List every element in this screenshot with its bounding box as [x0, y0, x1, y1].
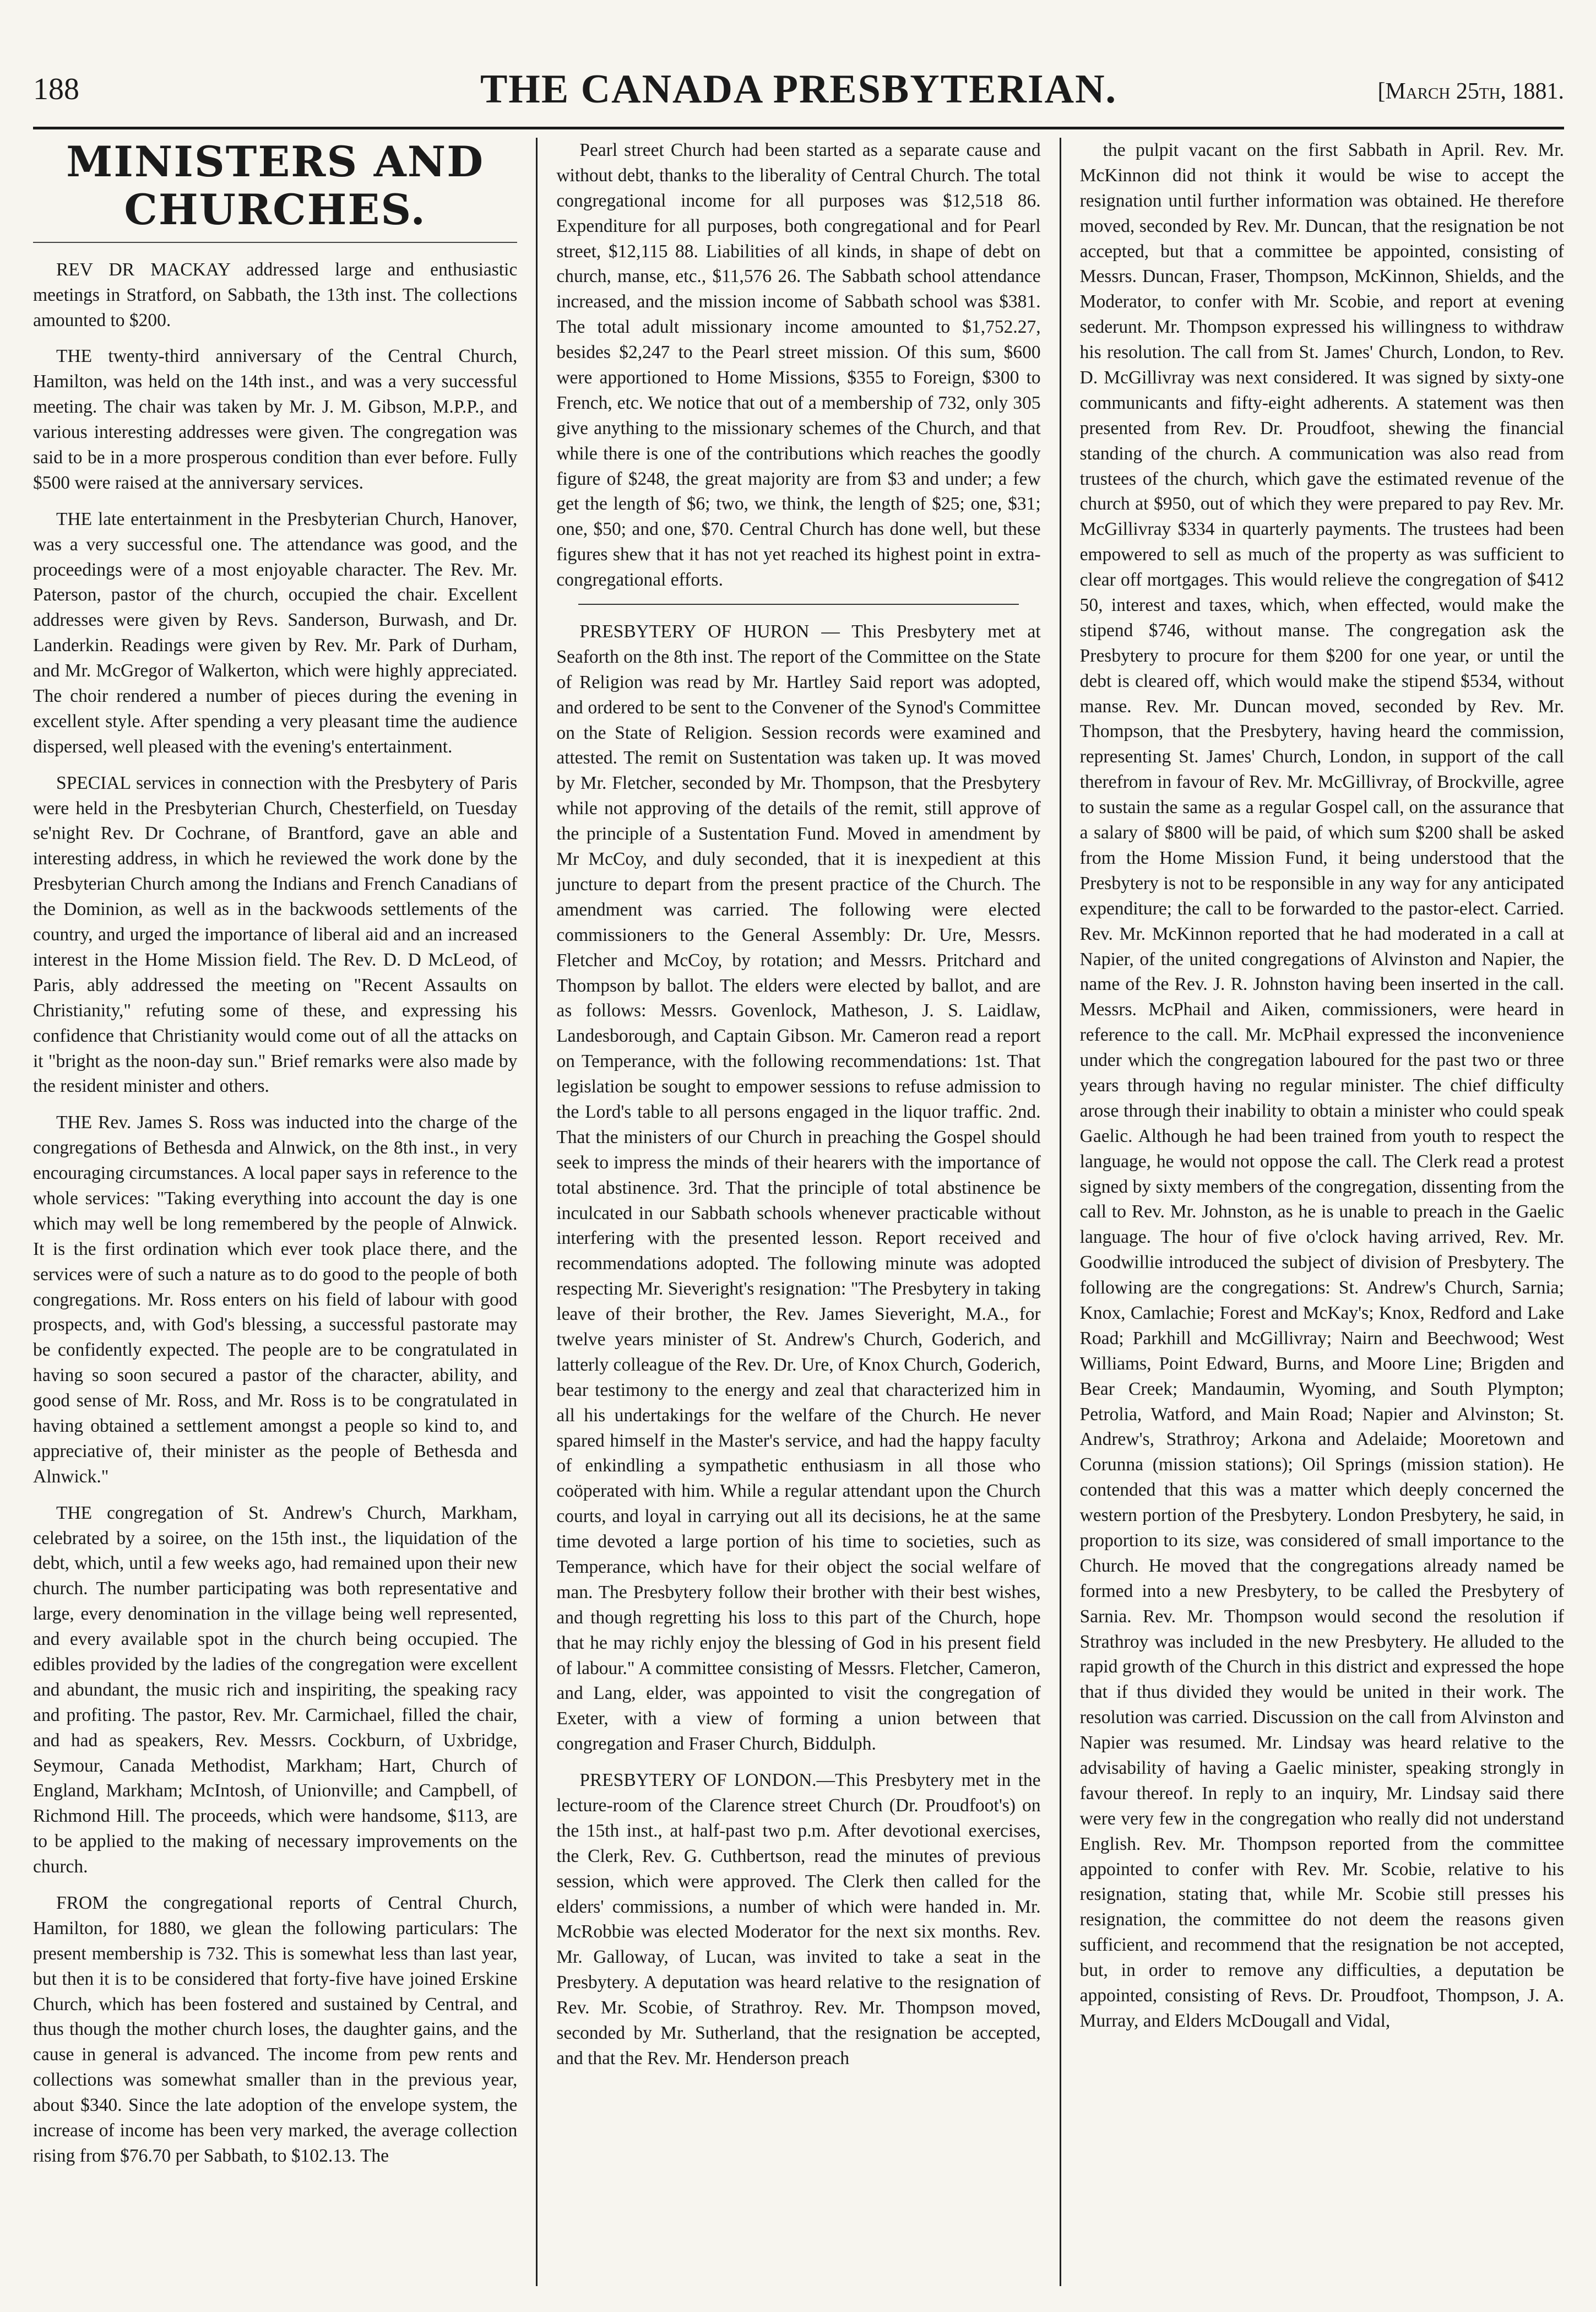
paragraph: THE congregation of St. Andrew's Church, Markham, celebrated by a soiree, on the 15th inst., the liquidation of the debt, which, until a few weeks ago, had remained upon their new church. The number participating was both representative and large, every denomination in the village being well represented, and every available spot in the church being occupied. The edibles provided by the ladies of the congregation were excellent and abundant, the music rich and inspiriting, the speaking racy and profiting. The pastor, Rev. Mr. Carmichael, filled the chair, and had as speakers, Rev. Messrs. Cockburn, of Uxbridge, Seymour, Canada Methodist, Markham; Hart, Church of England, Markham; McIntosh, of Unionville; and Campbell, of Richmond Hill. The proceeds, which were handsome, $113, are to be applied to the making of necessary improvements on the church. — [33, 1502, 518, 1877]
paragraph: the pulpit vacant on the first Sabbath in April. Rev. Mr. McKinnon did not think it would be wise to accept the resignation until further information was obtained. He therefore moved, seconded by Rev. Mr. Duncan, that the resignation be not accepted, but that a committee be appointed, consisting of Messrs. Duncan, Fraser, Thompson, McKinnon, Shields, and the Moderator, to confer with Mr. Scobie, and report at evening sederunt. Mr. Thompson expressed his willingness to withdraw his resolution. The call from St. James' Church, London, to Rev. D. McGillivray was next considered. It was signed by sixty-one communicants and fifty-eight adherents. A statement was then presented from Rev. Dr. Proudfoot, shewing the financial standing of the church. A communication was also read from trustees of the church, which gave the estimated revenue of the church at $950, out of which they were prepared to pay Rev. Mr. McGillivray $334 in quarterly payments. The trustees had been empowered to sell as much of the property as was sufficient to clear off mortgages. This would relieve the congregation of $412 50, interest and taxes, which, when effected, would make the stipend $746, without manse. The congregation ask the Presbytery to procure for them $200 for one year, or until the debt is cleared off, which would make the stipend $534, without manse. Rev. Mr. Duncan moved, seconded by Rev. Mr. Thompson, that the Presbytery, having heard the commission, representing St. James' Church, London, in support of the call therefrom in favour of Rev. Mr. McGillivray, of Brockville, agree to sustain the same as a regular Gospel call, on the assurance that a salary of $800 will be paid, of which sum $200 shall be asked from the Home Mission Fund, it being understood that the Presbytery is not to be responsible in any way for any anticipated expenditure; the call to be forwarded to the pastor-elect. Carried. Rev. Mr. McKinnon reported that he had moderated in a call at Napier, of the united congregations of Alvinston and Napier, the name of the Rev. J. R. Johnston having been inserted in the call. Messrs. McPhail and Aiken, commissioners, were heard in reference to the call. Mr. McPhail expressed the inconvenience under which the congregation laboured for the past two or three years through having no regular minister. The chief difficulty arose through their inability to obtain a minister who could speak Gaelic. Although he had been trained from youth to respect the language, he would not oppose the call. The Clerk read a protest signed by sixty members of the congregation, dissenting from the call to Rev. Mr. Johnston, as he is unable to preach in the Gaelic language. The hour of five o'clock having arrived, Rev. Mr. Goodwillie introduced the subject of division of Presbytery. The following are the congregations: St. Andrew's Church, Sarnia; Knox, Camlachie; Forest and McKay's; Knox, Redford and Lake Road; Parkhill and McGillivray; Nairn and Beechwood; West Williams, Point Edward, Burns, and Moore Line; Brigden and Bear Creek; Mandaumin, Wyoming, and South Plympton; Petrolia, Watford, and Main Road; Napier and Alvinston; St. Andrew's, Strathroy; Arkona and Adelaide; Mooretown and Corunna (mission stations); Oil Springs (mission station). He contended that this was a matter which deeply concerned the western portion of the Presbytery. London Presbytery, he said, in proportion to its size, was considered of small importance to the Church. He moved that the congregations already named be formed into a new Presbytery, to be called the Presbytery of Sarnia. Rev. Mr. Thompson would second the resolution if Strathroy was included in the new Presbytery. He alluded to the rapid growth of the Church in this district and expressed the hope that if thus divided they would be united in their work. The resolution was carried. Discussion on the call from Alvinston and Napier was resumed. Mr. Lindsay was heard relative to the advisability of having a Gaelic minister, speaking strongly in favour thereof. In reply to an inquiry, Mr. Lindsay said there were very few in the congregation who really did not understand English. Rev. Mr. Thompson reported from the committee appointed to confer with Rev. Mr. Scobie, relative to his resignation, stating that, while Mr. Scobie still presses his resignation, the committee do not deem the reasons given sufficient, and recommend that the resignation be not accepted, but, in order to remove any difficulties, a deputation be appointed, consisting of Revs. Dr. Proudfoot, Thompson, J. A. Murray, and Elders McDougall and Vidal, — [1079, 140, 1564, 2031]
newspaper-title: THE CANADA PRESBYTERIAN. — [480, 67, 1117, 112]
column-2 — [536, 138, 1059, 2286]
paragraph: REV DR MACKAY addressed large and enthusiastic meetings in Stratford, on Sabbath, the 13th inst. The collections amounted to $200. — [33, 259, 518, 331]
issue-date: [March 25th, 1881. — [1377, 79, 1564, 104]
paragraph: SPECIAL services in connection with the Presbytery of Paris were held in the Presbyterian Church, Chesterfield, on Tuesday se'night Rev. Dr Cochrane, of Brantford, gave an able and interesting address, in which he reviewed the work done by the Presbyterian Church among the Indians and French Canadians of the Dominion, as well as in the backwoods settlements of the country, and urged the importance of liberal aid and an increased interest in the Home Mission field. The Rev. D. D McLeod, of Paris, ably addressed the meeting on "Recent Assaults on Christianity," refuting some of these, and expressing his confidence that Christianity would come out of all the attacks on it "bright as the noon-day sun." Brief remarks were also made by the resident minister and others. — [33, 772, 518, 1097]
column-1 — [33, 138, 536, 2286]
divider — [578, 604, 1018, 605]
paragraph: Pearl street Church had been started as a separate cause and without debt, thanks to the liberality of Central Church. The total congregational income for all purposes was $12,518 86. Expenditure for all purposes, both congregational and for Pearl street, $12,115 88. Liabilities of all kinds, in shape of debt on church, manse, etc., $11,576 26. The Sabbath school attendance increased, and the mission income of Sabbath school was $381. The total adult missionary income amounted to $1,752.27, besides $2,247 to the Pearl street mission. Of this sum, $600 were apportioned to Home Missions, $355 to Foreign, $300 to French, etc. We notice that out of a membership of 732, only 305 give anything to the missionary schemes of the Church, and that while there is one of the contributions which reaches the goodly figure of $248, the great majority are from $3 and under; a few get the length of $6; two, we think, the length of $25; one, $31; one, $50; and one, $70. Central Church has done well, but these figures shew that it has not yet reached its highest point in extra-congregational efforts. — [556, 140, 1041, 591]
paragraph: THE late entertainment in the Presbyterian Church, Hanover, was a very successful one. The attendance was good, and the proceedings were of a most enjoyable character. The Rev. Mr. Paterson, pastor of the church, occupied the chair. Excellent addresses were given by Revs. Sanderson, Burwash, and Dr. Landerkin. Readings were given by Rev. Mr. Park of Durham, and Mr. McGregor of Walkerton, which were highly appreciated. The choir rendered a number of pieces during the evening in excellent style. After spending a very pleasant time the audience dispersed, well pleased with the evening's entertainment. — [33, 508, 518, 757]
article-columns — [33, 138, 1564, 2286]
page-number: 188 — [33, 72, 79, 106]
section-title: MINISTERS AND CHURCHES. — [33, 138, 517, 243]
paragraph: THE Rev. James S. Ross was inducted into the charge of the congregations of Bethesda and Alnwick, on the 8th inst., in very encouraging circumstances. A local paper says in reference to the whole services: "Taking everything into account the day is one which may well be long remembered by the people of Alnwick. It is the first ordination which ever took place there, and the services were of such a nature as to do good to the people of both congregations. Mr. Ross enters on his field of labour with good prospects, and, with God's blessing, a successful pastorate may be confidently expected. The people are to be congratulated in having so soon secured a pastor of the character, ability, and good sense of Mr. Ross, and Mr. Ross is to be congratulated in having obtained a settlement amongst a people so kind to, and appreciative of, their minister as the people of Bethesda and Alnwick." — [33, 1112, 518, 1487]
masthead — [33, 66, 1564, 129]
paragraph: PRESBYTERY OF LONDON.—This Presbytery met in the lecture-room of the Clarence street Church (Dr. Proudfoot's) on the 15th inst., at half-past two p.m. After devotional exercises, the Clerk, Rev. G. Cuthbertson, read the minutes of previous session, which were approved. The Clerk then called for the elders' commissions, a number of which were handed in. Mr. McRobbie was elected Moderator for the next six months. Rev. Mr. Galloway, of Lucan, was invited to take a seat in the Presbytery. A deputation was heard relative to the resignation of Rev. Mr. Scobie, of Strathroy. Rev. Mr. Thompson moved, seconded by Mr. Sutherland, that the resignation be accepted, and that the Rev. Mr. Henderson preach — [556, 1770, 1041, 2069]
paragraph: PRESBYTERY OF HURON — This Presbytery met at Seaforth on the 8th inst. The report of the Committee on the State of Religion was read by Mr. Hartley Said report was adopted, and ordered to be sent to the Convener of the Synod's Committee on the State of Religion. Session records were examined and attested. The remit on Sustentation was taken up. It was moved by Mr. Fletcher, seconded by Mr. Thompson, that the Presbytery while not approving of the details of the remit, still approve of the principle of a Sustentation Fund. Moved in amendment by Mr McCoy, and duly seconded, that it is inexpedient at this juncture to depart from the present practice of the Church. The amendment was carried. The following were elected commissioners to the General Assembly: Dr. Ure, Messrs. Fletcher and McCoy, by rotation; and Messrs. Pritchard and Thompson by ballot. The elders were elected by ballot, and are as follows: Messrs. Govenlock, Matheson, J. S. Laidlaw, Landesborough, and Captain Gibson. Mr. Cameron read a report on Temperance, with the following recommendations: 1st. That legislation be sought to empower sessions to refuse admission to the Lord's table to all persons engaged in the liquor traffic. 2nd. That the ministers of our Church in preaching the Gospel should seek to impress the minds of their hearers with the importance of total abstinence. 3rd. That the principle of total abstinence be inculcated in our Sabbath schools whenever practicable without interfering with the presented lesson. Report received and recommendations adopted. The following minute was adopted respecting Mr. Sieveright's resignation: "The Presbytery in taking leave of their brother, the Rev. James Sieveright, M.A., for twelve years minister of St. Andrew's Church, Goderich, and latterly colleague of the Rev. Dr. Ure, of Knox Church, Goderich, bear testimony to the energy and zeal that characterized him in all his undertakings for the welfare of the Church. He never spared himself in the Master's service, and had the happy faculty of enkindling a sympathetic enthusiasm in all those who coöperated with him. While a regular attendant upon the Church courts, and loyal in carrying out all its decisions, he at the same time devoted a large portion of his time to societies, such as Temperance, which have for their object the social welfare of man. The Presbytery follow their brother with their best wishes, and though regretting his loss to this part of the Church, hope that he may richly enjoy the blessing of God in his present field of labour." A committee consisting of Messrs. Fletcher, Cameron, and Lang, elder, was appointed to visit the congregation of Exeter, with a view of forming a union between that congregation and Fraser Church, Biddulph. — [556, 621, 1041, 1755]
column-3 — [1060, 138, 1564, 2286]
paragraph: FROM the congregational reports of Central Church, Hamilton, for 1880, we glean the following particulars: The present membership is 732. This is somewhat less than last year, but then it is to be considered that forty-five have joined Erskine Church, which has been fostered and sustained by Central, and thus though the mother church loses, the daughter gains, and the cause in general is advanced. The income from pew rents and collections was somewhat smaller than in the previous year, about $340. Since the late adoption of the envelope system, the increase of income has been very marked, the average collection rising from $76.70 per Sabbath, to $102.13. The — [33, 1893, 518, 2166]
paragraph: THE twenty-third anniversary of the Central Church, Hamilton, was held on the 14th inst., and was a very successful meeting. The chair was taken by Mr. J. M. Gibson, M.P.P., and various interesting addresses were given. The congregation was said to be in a more prosperous condition than ever before. Fully $500 were raised at the anniversary services. — [33, 346, 518, 493]
